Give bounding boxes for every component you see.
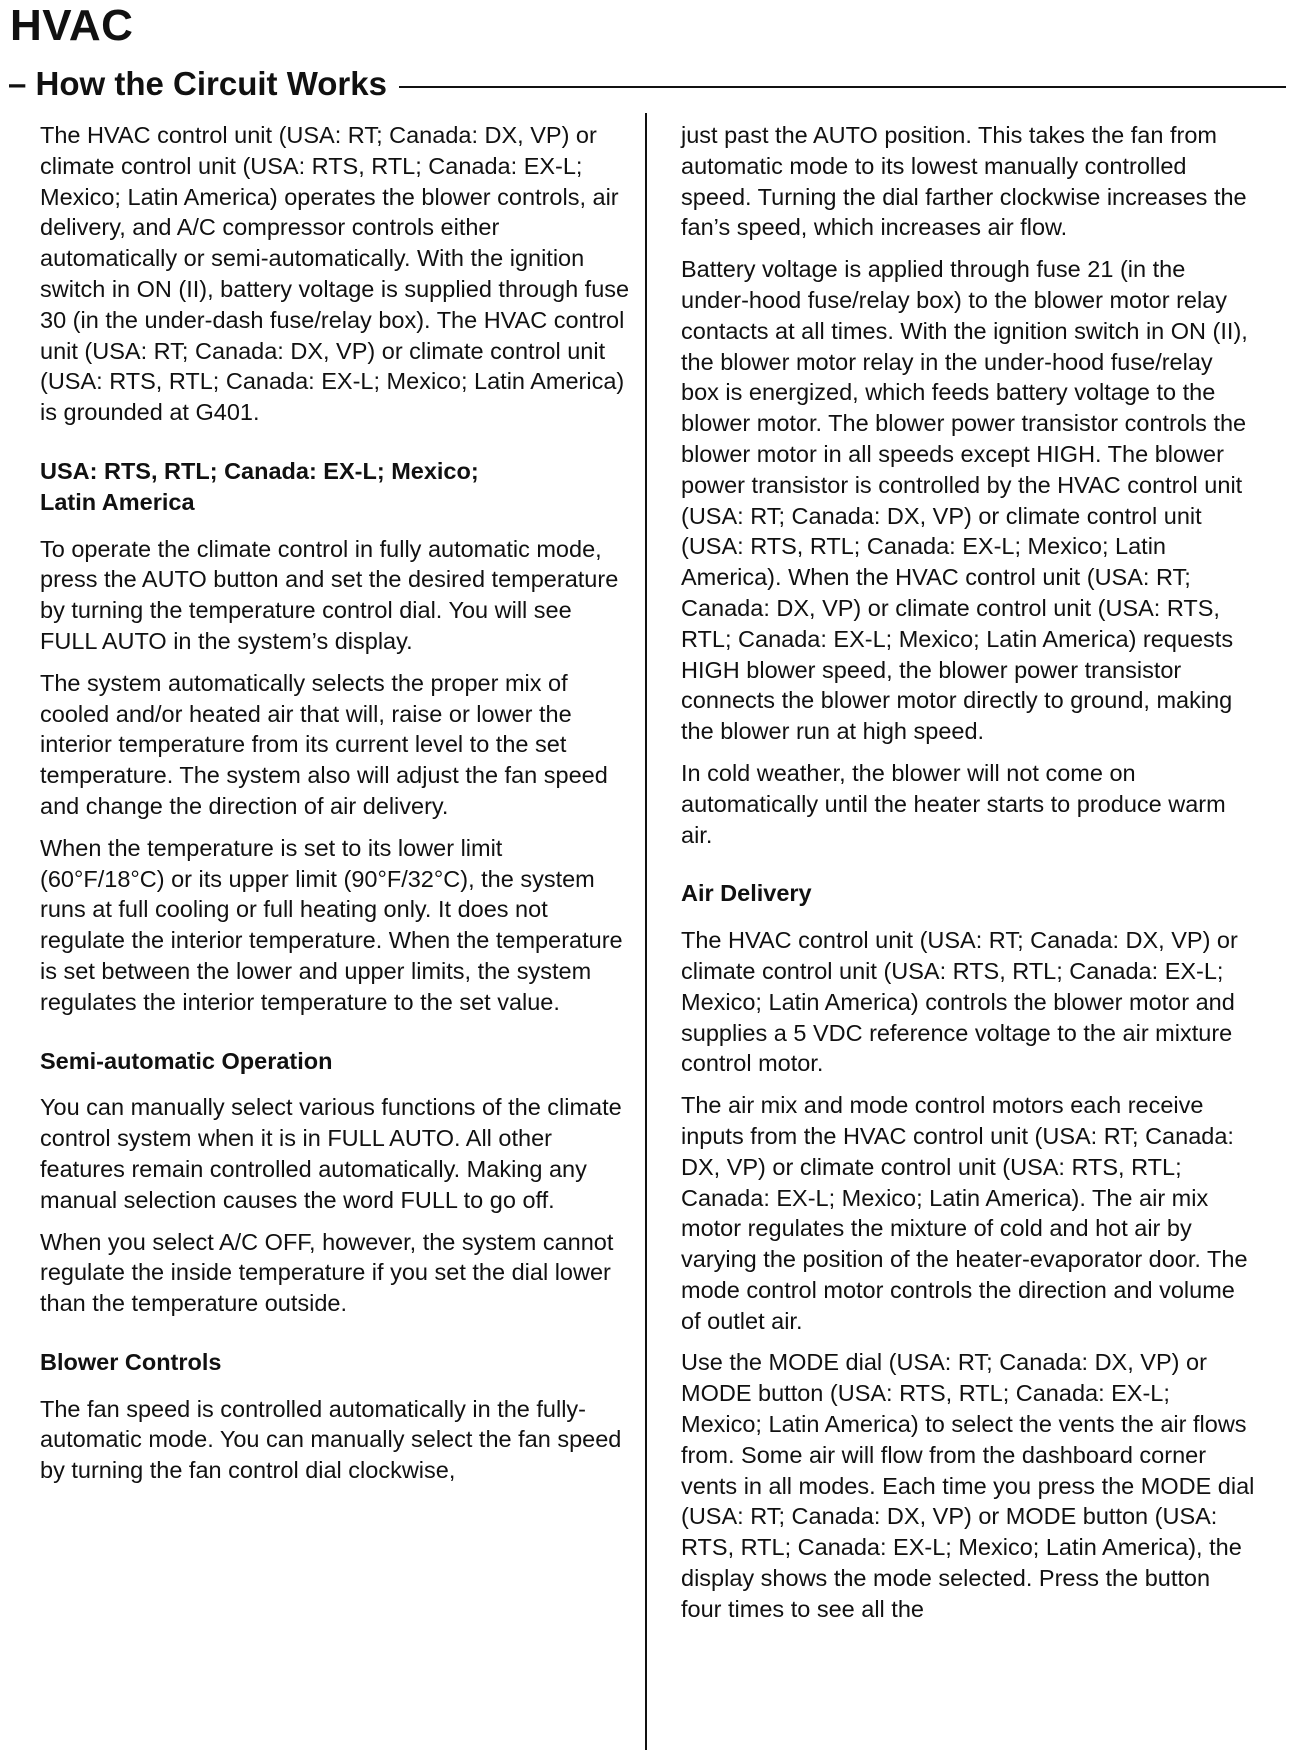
heading-air-delivery: Air Delivery [681,880,812,907]
heading-full-auto-line2: Latin America [40,488,195,515]
air-delivery-paragraph-3: Use the MODE dial (USA: RT; Canada: DX, VP) or MODE button (USA: RTS, RTL; Canada: EX-L; Mexico; Latin America) to select the vents the air flows from. Some air will flow from the dashboard corner vents in all modes. Each time you press the MODE dial (USA: RT; Canada: DX, VP) or MODE button (USA: RTS, RTL; Canada: EX-L; Mexico; Latin America), the display shows the mode selected. Press the button four times to see all the [681,1349,1255,1622]
section-header [8,62,1286,106]
column-divider [645,113,647,1750]
blower-paragraph-3: Battery voltage is applied through fuse 21 (in the under-hood fuse/relay box) to the blower motor relay contacts at all times. With the ignition switch in ON (II), the blower motor relay in the under-hood fuse/relay box is energized, which feeds battery voltage to the blower motor. The blower power transistor controls the blower motor in all speeds except HIGH. The blower power transistor is controlled by the HVAC control unit (USA: RT; Canada: DX, VP) or climate control unit (USA: RTS, RTL; Canada: EX-L; Mexico; Latin America). When the HVAC control unit (USA: RT; Canada: DX, VP) or climate control unit (USA: RTS, RTL; Canada: EX-L; Mexico; Latin America) requests HIGH blower speed, the blower power transistor connects the blower motor directly to ground, making the blower run at high speed. [681,256,1248,745]
semi-auto-paragraph-2: When you select A/C OFF, however, the system cannot regulate the inside temperature if you set the dial lower than the temperature outside. [40,1228,614,1317]
full-auto-paragraph-1: To operate the climate control in fully automatic mode, press the AUTO button and set the desired temperature by turning the temperature control dial. You will see FULL AUTO in the system’s display. [40,535,619,654]
page-title: HVAC [10,1,134,50]
full-auto-paragraph-3: When the temperature is set to its lower limit (60°F/18°C) or its upper limit (90°F/32°C), the system runs at full cooling or full heating only. It does not regulate the interior temperature. When the temperature is set between the lower and upper limits, the system regulates the interior temperature to the set value. [40,834,623,1015]
semi-auto-paragraph-1: You can manually select various functions of the climate control system when it is in FULL AUTO. All other features remain controlled automatically. Making any manual selection causes the word FULL to go off. [40,1094,622,1213]
heading-full-auto-line1: USA: RTS, RTL; Canada: EX-L; Mexico; [40,457,479,484]
blower-paragraph-1: The fan speed is controlled automatically in the fully-automatic mode. You can manually select the fan speed by turning the fan control dial clockwise, [40,1395,622,1484]
blower-paragraph-2: just past the AUTO position. This takes the fan from automatic mode to its lowest manually controlled speed. Turning the dial farther clockwise increases the fan’s speed, which increases air flow. [681,122,1247,241]
air-delivery-paragraph-2: The air mix and mode control motors each receive inputs from the HVAC control unit (USA: RT; Canada: DX, VP) or climate control unit (USA: RTS, RTL; Canada: EX-L; Mexico; Latin America). The air mix motor regulates the mixture of cold and hot air by varying the position of the heater-evaporator door. The mode control motor controls the direction and volume of outlet air. [681,1092,1248,1334]
title-rule [399,86,1286,88]
left-column [40,120,630,1497]
heading-full-auto [40,456,630,518]
air-delivery-paragraph-1: The HVAC control unit (USA: RT; Canada: DX, VP) or climate control unit (USA: RTS, RTL; Canada: EX-L; Mexico; Latin America) controls the blower motor and supplies a 5 VDC reference voltage to the air mixture control motor. [681,927,1238,1077]
right-column [681,120,1256,1636]
section-title: – How the Circuit Works [8,65,387,102]
full-auto-paragraph-2: The system automatically selects the proper mix of cooled and/or heated air that will, raise or lower the interior temperature from its current level to the set temperature. The system also will adjust the fan speed and change the direction of air delivery. [40,669,608,819]
intro-paragraph: The HVAC control unit (USA: RT; Canada: DX, VP) or climate control unit (USA: RTS, RTL; Canada: EX-L; Mexico; Latin America) operates the blower controls, air delivery, and A/C compressor controls either automatically or semi-automatically. With the ignition switch in ON (II), battery voltage is supplied through fuse 30 (in the under-dash fuse/relay box). The HVAC control unit (USA: RT; Canada: DX, VP) or climate control unit (USA: RTS, RTL; Canada: EX-L; Mexico; Latin America) is grounded at G401. [40,122,630,426]
heading-semi-automatic: Semi-automatic Operation [40,1047,333,1074]
heading-blower-controls: Blower Controls [40,1348,222,1375]
blower-paragraph-4: In cold weather, the blower will not come on automatically until the heater starts to produce warm air. [681,759,1226,848]
